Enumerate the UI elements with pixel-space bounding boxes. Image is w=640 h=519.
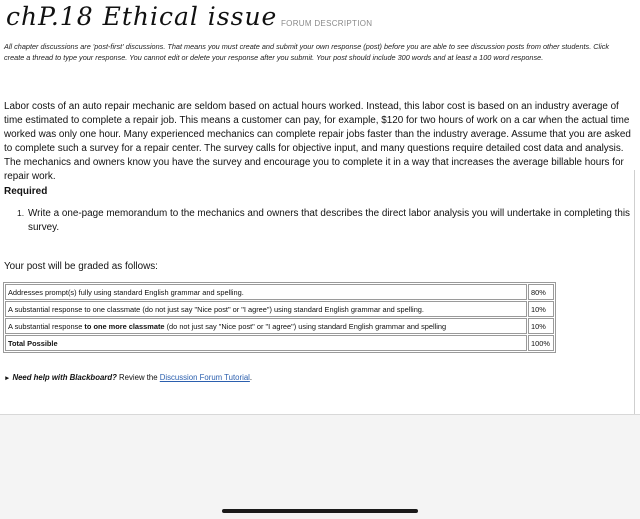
- case-description: Labor costs of an auto repair mechanic are seldom based on actual hours worked. Instead, this labor cost is based on an industry average of time estimated to complete a repair job. This means a customer can pay, for example, $120 for two hours of work on a car when the actual time worked was only one hour. Many experienced mechanics can complete repair jobs faster than the industry average. Assume that you are asked to complete such a survey for a repair center. The survey calls for objective input, and many questions require detailed cost data and analysis. The mechanics and owners know you have the survey and encourage you to complete it in a way that increases the average billable hours for repair work.: [4, 101, 631, 183]
- help-review-text: Review the: [116, 373, 160, 382]
- blackboard-help: ► Need help with Blackboard? Review the Discussion Forum Tutorial.: [4, 373, 253, 382]
- expand-triangle-icon[interactable]: ►: [4, 375, 11, 382]
- rubric-criterion: Addresses prompt(s) fully using standard English grammar and spelling.: [5, 284, 527, 300]
- intro-instructions: All chapter discussions are 'post-first' discussions. That means you must create and submit your own response (post) before you are able to see discussion posts from other students. Click create a thread to type your response. You cannot edit or delete your response after you submit. Your post should include 300 words and at least a 100 word response.: [4, 42, 610, 63]
- rubric-percent: 10%: [528, 301, 554, 317]
- page-footer-area: [0, 414, 640, 519]
- rubric-total-percent: 100%: [528, 335, 554, 351]
- home-indicator-bar[interactable]: [222, 509, 418, 513]
- grading-heading: Your post will be graded as follows:: [4, 261, 158, 272]
- rubric-row: [5, 284, 554, 300]
- required-item: [4, 207, 630, 234]
- required-list: [4, 207, 630, 234]
- rubric-total-row: [5, 335, 554, 351]
- forum-description-label: FORUM DESCRIPTION: [281, 19, 373, 28]
- content-divider: [634, 170, 635, 414]
- handwritten-title: chP.18 Ethical issue: [6, 2, 278, 31]
- rubric-criterion: A substantial response to one classmate (do not just say "Nice post" or "I agree") using standard English grammar and spelling.: [5, 301, 527, 317]
- rubric-percent: 80%: [528, 284, 554, 300]
- rubric-emphasis: to one more classmate: [84, 321, 165, 331]
- required-item-text: Write a one-page memorandum to the mechanics and owners that describes the direct labor analysis you will undertake in completing this survey.: [28, 208, 630, 233]
- required-heading: Required: [4, 186, 48, 197]
- help-prompt: Need help with Blackboard?: [12, 373, 117, 382]
- rubric-total-label: Total Possible: [5, 335, 527, 351]
- discussion-forum-tutorial-link[interactable]: Discussion Forum Tutorial: [159, 373, 250, 382]
- rubric-row: [5, 318, 554, 334]
- rubric-percent: 10%: [528, 318, 554, 334]
- required-item-number: 1.: [17, 208, 25, 218]
- grading-rubric-table: [3, 282, 556, 353]
- rubric-row: [5, 301, 554, 317]
- rubric-criterion: A substantial response to one more classmate (do not just say "Nice post" or "I agree") using standard English grammar and spelling: [5, 318, 527, 334]
